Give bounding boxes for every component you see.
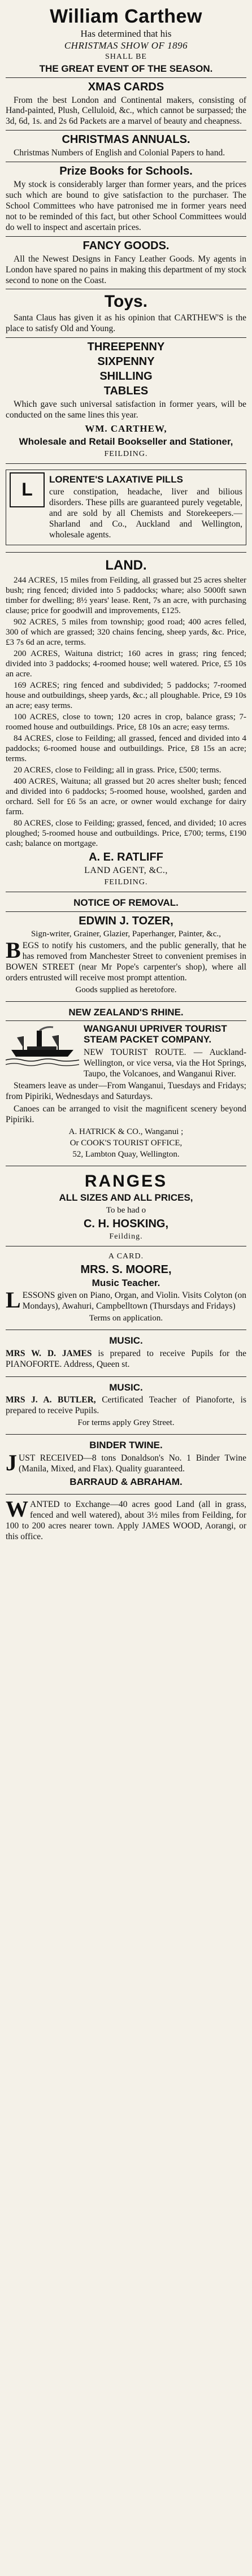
land-lot: 84 ACRES, close to Feilding; all grassed, fenced and divided into 4 paddocks; 6-roomed house and outbuildings. Price, £8 15s an acre; terms. — [6, 734, 246, 764]
moore-music-ad — [6, 1246, 246, 1331]
twine-text — [6, 1449, 246, 1475]
land-heading: LAND. — [105, 557, 147, 573]
toys-text: Santa Claus has given it as his opinion that CARTHEW'S is the place to satisfy Old and Young. — [6, 313, 246, 334]
moore-name: MRS. S. MOORE, — [80, 1263, 172, 1276]
lorentes-logo: L — [10, 472, 45, 507]
tables-text: Which gave such universal satisfaction in former years, will be conducted on the same lines this year. — [6, 399, 246, 420]
ratliff-name: A. E. RATLIFF — [89, 851, 163, 864]
rhine-text-1: NEW TOURIST ROUTE. — Auckland-Wellington, or vice versa, via the Hot Springs, Taupo, the Volcanoes, and Wanganui River. — [84, 1047, 246, 1079]
removal-dropcap: B — [6, 937, 21, 963]
moore-card-label: A CARD. — [108, 1252, 144, 1261]
annuals-text: Christmas Numbers of English and Colonial Papers to hand. — [14, 148, 225, 158]
tables-heading-2: SIXPENNY — [97, 355, 155, 368]
twine-body: UST RECEIVED—8 tons Donaldson's No. 1 Binder Twine (Manila, Mixed, and Flax). Quality guaranteed. — [19, 1453, 246, 1474]
tozer-name: EDWIN J. TOZER, — [79, 915, 173, 928]
carthew-line-1: Has determined that his — [80, 28, 172, 39]
lorentes-body — [49, 472, 242, 542]
rhine-title: WANGANUI UPRIVER TOURIST STEAM PACKET COMPANY. — [84, 1023, 227, 1045]
ranges-line: To be had o — [106, 1205, 146, 1215]
land-lot: 244 ACRES, 15 miles from Feilding, all grassed but 25 acres shelter bush; ring fenced; divided into 5 paddocks; whare; also 5000ft sawn timber for dwelling; 8½ years' lease. Rent, 7s an acre, with purchasing clause; price for goodwill and improvements, £125. — [6, 576, 246, 616]
xmas-cards-heading: XMAS CARDS — [88, 80, 164, 93]
toys-heading: Toys. — [104, 292, 148, 311]
annuals-heading: CHRISTMAS ANNUALS. — [62, 133, 190, 146]
james-text — [6, 1349, 246, 1370]
steamer-illustration — [6, 1025, 79, 1069]
wanted-dropcap: W — [6, 1496, 28, 1522]
divider — [6, 77, 246, 78]
binder-twine-ad — [6, 1435, 246, 1495]
advert-column — [6, 3, 246, 1549]
land-ad — [6, 553, 246, 892]
moore-dropcap: L — [6, 1287, 21, 1313]
ranges-sub: ALL SIZES AND ALL PRICES, — [59, 1192, 193, 1204]
land-lot: 169 ACRES; ring fenced and subdivided; 5 paddocks; 7-roomed house and outbuildings, sheep yards, &c.; all ploughable. Price, £9 10s an acre; easy terms. — [6, 681, 246, 711]
ranges-ad — [6, 1166, 246, 1246]
ratliff-line: LAND AGENT, &C., — [84, 866, 168, 876]
removal-text — [6, 937, 246, 984]
xmas-cards-text: From the best London and Continental makers, consisting of Hand-painted, Plush, Celluloid, &c., which cannot be surpassed; the 3d, 6d, 1s. and 2s 6d Packets are a marvel of beauty and cheapness. — [6, 95, 246, 127]
tables-heading-3: SHILLING — [99, 370, 153, 383]
divider — [6, 236, 246, 237]
carthew-line-3: SHALL BE — [105, 52, 147, 61]
rhine-text-3: Canoes can be arranged to visit the magnificent scenery beyond Pipiriki. — [6, 1104, 246, 1125]
hosking-name: C. H. HOSKING, — [83, 1217, 168, 1230]
fancy-goods-heading: FANCY GOODS. — [82, 239, 170, 252]
moore-footer: Terms on application. — [89, 1314, 163, 1323]
hosking-place: Feilding. — [109, 1232, 143, 1241]
divider — [6, 911, 246, 912]
divider — [6, 337, 246, 338]
wanted-ad — [6, 1495, 246, 1549]
prize-books-heading: Prize Books for Schools. — [59, 165, 193, 178]
wanted-body: ANTED to Exchange—40 acres good Land (all in grass, fenced and well watered), about 3½ miles from Feilding, for 100 to 200 acres nearer town. Apply JAMES WOOD, Aorangi, or this office. — [6, 1500, 246, 1542]
removal-body: EGS to notify his customers, and the public generally, that he has removed from Manchester Street to convenient premises in BOWEN STREET (near Mr Pope's carpenter's shop), where all orders entrusted will receive most prompt attention. — [6, 941, 246, 983]
butler-body: Certificated Teacher of Pianoforte, is prepared to receive Pupils. — [6, 1395, 246, 1416]
carthew-title: William Carthew — [50, 6, 202, 27]
rhine-agents-1: A. HATRICK & CO., Wanganui ; — [68, 1127, 184, 1137]
moore-text — [6, 1287, 246, 1313]
removal-footer: Goods supplied as heretofore. — [75, 985, 177, 994]
land-lot: 100 ACRES, close to town; 120 acres in crop, balance grass; 7-roomed house and outbuildings. Price, £8 10s an acre; easy terms. — [6, 713, 246, 732]
carthew-signature-line: Wholesale and Retail Bookseller and Stationer, — [19, 436, 233, 448]
carthew-signature-bold: WM. CARTHEW, — [85, 423, 167, 435]
carthew-line-2: CHRISTMAS SHOW OF 1896 — [64, 40, 188, 51]
butler-text — [6, 1395, 246, 1417]
james-name: MRS W. D. JAMES — [6, 1348, 92, 1358]
james-music-ad — [6, 1330, 246, 1377]
land-lots-list — [6, 575, 246, 849]
james-body: is prepared to receive Pupils for the PIANOFORTE. Address, Queen st. — [6, 1348, 247, 1369]
lorentes-text: cure constipation, headache, liver and bilious disorders. These pills are guaranteed purely vegetable, and are sold by all Chemists and Storekeepers.—Sharland and Co., Auckland and Wellington, wholesale agents. — [49, 487, 242, 540]
butler-footer: For terms apply Grey Street. — [77, 1418, 175, 1428]
rhine-text-2: Steamers leave as under—From Wanganui, Tuesdays and Fridays; from Pipiriki, Wednesdays and Saturdays. — [6, 1081, 246, 1102]
land-lot: 80 ACRES, close to Feilding; grassed, fenced, and divided; 10 acres ploughed; 5-roomed house and outbuildings. Price, £700; terms, £190 cash; balance on mortgage. — [6, 819, 246, 849]
music-heading-2: MUSIC. — [109, 1382, 143, 1393]
rhine-agents-2: Or COOK'S TOURIST OFFICE, — [69, 1139, 183, 1148]
lorentes-box — [6, 470, 246, 545]
tables-heading-1: THREEPENNY — [87, 341, 165, 354]
prize-books-text: My stock is considerably larger than former years, and the prices such which are bound to give satisfaction to the purchaser. The School Committees who have patronised me in former years need not to be reminded of this fact, but other School Committees would do well to inspect and ascertain prices. — [6, 180, 246, 232]
wanted-text — [6, 1496, 246, 1543]
divider — [6, 1020, 246, 1021]
moore-title: Music Teacher. — [92, 1277, 160, 1288]
carthew-signature-place: FEILDING. — [104, 449, 148, 458]
lorentes-title: LORENTE'S LAXATIVE PILLS — [49, 474, 184, 485]
ranges-heading: RANGES — [84, 1172, 168, 1191]
rhine-agents-3: 52, Lambton Quay, Wellington. — [72, 1150, 180, 1159]
twine-dropcap: J — [6, 1449, 17, 1475]
twine-heading: BINDER TWINE. — [89, 1440, 163, 1451]
ratliff-place: FEILDING. — [104, 878, 148, 887]
carthew-line-4: THE GREAT EVENT OF THE SEASON. — [39, 63, 213, 74]
lorentes-pills-ad — [6, 464, 246, 553]
butler-name: MRS J. A. BUTLER, — [6, 1395, 96, 1405]
rhine-heading: NEW ZEALAND'S RHINE. — [68, 1006, 184, 1018]
carthew-christmas-ad — [6, 3, 246, 464]
removal-notice-ad — [6, 892, 246, 1001]
wanganui-steamer-ad — [6, 1002, 246, 1166]
removal-heading: NOTICE OF REMOVAL. — [73, 897, 179, 909]
tozer-trades: Sign-writer, Grainer, Glazier, Paperhanger, Painter, &c., — [31, 929, 221, 939]
carthew-signature-name — [6, 423, 246, 435]
land-lot: 200 ACRES, Waituna district; 160 acres in grass; ring fenced; divided into 3 paddocks; 4-roomed house; well watered. Price, £5 10s an acre. — [6, 649, 246, 679]
land-lot: 400 ACRES, Waituna; all grassed but 20 acres shelter bush; fenced and divided into 6 paddocks; 5-roomed house, woolshed, garden and orchard. Sell for £6 5s an acre, or owner would exchange for dairy farm. — [6, 777, 246, 817]
fancy-goods-text: All the Newest Designs in Fancy Leather Goods. My agents in London have spared no pains in making this department of my stock second to none on the Coast. — [6, 254, 246, 285]
twine-signature: BARRAUD & ABRAHAM. — [69, 1476, 183, 1487]
land-lot: 902 ACRES, 5 miles from township; good road; 400 acres felled, 300 of which are grassed; 320 chains fencing, sheep yards, &c. Price, £3 7s 6d an acre, terms. — [6, 618, 246, 648]
butler-music-ad — [6, 1377, 246, 1435]
moore-body: ESSONS given on Piano, Organ, and Violin. Visits Colyton (on Mondays), Awahuri, Campbelltown (Thursdays and Fridays) — [22, 1291, 246, 1311]
music-heading-1: MUSIC. — [109, 1335, 143, 1346]
land-lot: 20 ACRES, close to Feilding; all in grass. Price, £500; terms. — [14, 766, 221, 775]
tables-heading-4: TABLES — [103, 385, 149, 398]
divider — [6, 130, 246, 131]
